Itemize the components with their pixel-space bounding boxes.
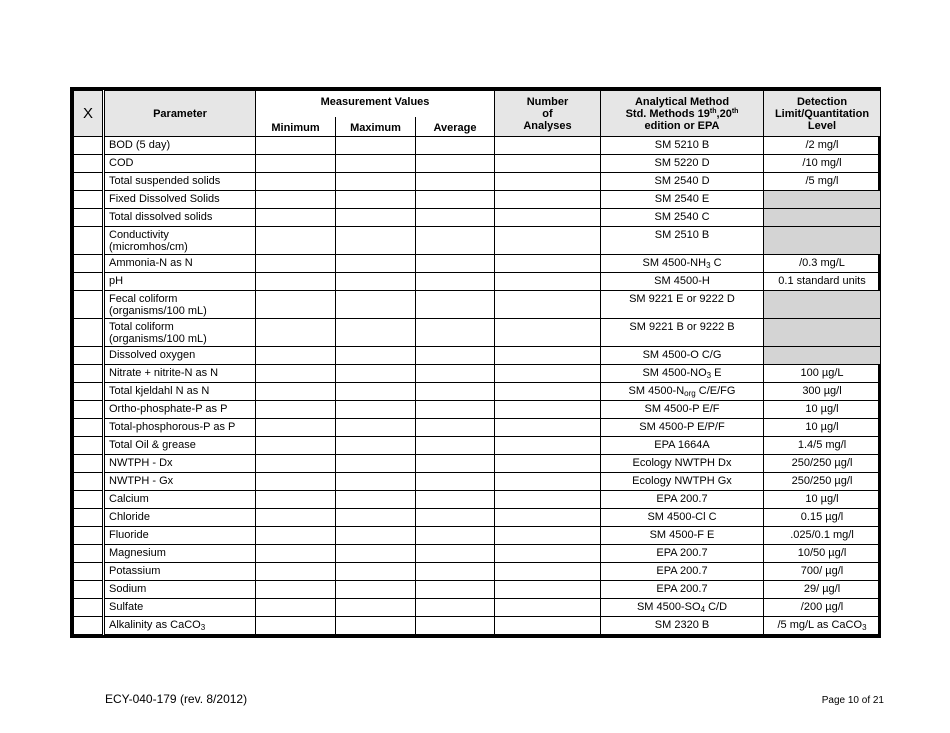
header-limit-line2: Limit/Quantitation	[774, 107, 870, 120]
x-check-cell[interactable]	[74, 137, 104, 155]
average-cell[interactable]	[416, 155, 495, 173]
parameter-cell: Alkalinity as CaCO$_3$	[104, 617, 256, 635]
x-check-cell[interactable]	[74, 365, 104, 383]
detection-limit-cell: /5 mg/L as CaCO$_3$	[764, 617, 881, 635]
number-of-analyses-cell[interactable]	[495, 455, 601, 473]
header-x: X	[74, 91, 104, 137]
detection-limit-cell: 250/250 µg/l	[764, 455, 881, 473]
minimum-cell[interactable]	[256, 491, 336, 509]
analytical-method-cell: SM 9221 B or 9222 B	[601, 319, 764, 347]
x-check-cell[interactable]	[74, 491, 104, 509]
analytical-method-cell: SM 5210 B	[601, 137, 764, 155]
parameter-cell: Calcium	[104, 491, 256, 509]
minimum-cell[interactable]	[256, 599, 336, 617]
header-detection-limit	[764, 91, 881, 137]
average-cell[interactable]	[416, 509, 495, 527]
average-cell[interactable]	[416, 137, 495, 155]
average-cell[interactable]	[416, 255, 495, 273]
parameter-cell: Total-phosphorous-P as P	[104, 419, 256, 437]
average-cell[interactable]	[416, 527, 495, 545]
maximum-cell[interactable]	[336, 319, 416, 347]
detection-limit-cell: /2 mg/l	[764, 137, 881, 155]
detection-limit-cell: /10 mg/l	[764, 155, 881, 173]
parameter-table	[73, 90, 881, 635]
number-of-analyses-cell[interactable]	[495, 273, 601, 291]
maximum-cell[interactable]	[336, 455, 416, 473]
table-row	[74, 191, 881, 209]
parameter-cell: Ammonia-N as N	[104, 255, 256, 273]
minimum-cell[interactable]	[256, 617, 336, 635]
maximum-cell[interactable]	[336, 599, 416, 617]
analytical-method-cell: SM 2540 E	[601, 191, 764, 209]
detection-limit-cell: 0.1 standard units	[764, 273, 881, 291]
header-limit-line1: Detection	[796, 95, 848, 108]
average-cell[interactable]	[416, 347, 495, 365]
average-cell[interactable]	[416, 563, 495, 581]
x-check-cell[interactable]	[74, 155, 104, 173]
average-cell[interactable]	[416, 581, 495, 599]
average-cell[interactable]	[416, 599, 495, 617]
x-check-cell[interactable]	[74, 563, 104, 581]
header-analyses-line3: Analyses	[523, 119, 572, 132]
analytical-method-cell: SM $4500-NO_3$ E	[601, 365, 764, 383]
x-check-cell[interactable]	[74, 401, 104, 419]
parameter-cell: Total Oil & grease	[104, 437, 256, 455]
average-cell[interactable]	[416, 273, 495, 291]
table-row	[74, 509, 881, 527]
maximum-cell[interactable]	[336, 173, 416, 191]
header-minimum: Minimum	[256, 117, 336, 137]
analytical-method-cell: EPA 200.7	[601, 563, 764, 581]
table-row	[74, 209, 881, 227]
detection-limit-cell: 10 µg/l	[764, 401, 881, 419]
parameter-table-body	[74, 137, 881, 635]
maximum-cell[interactable]	[336, 563, 416, 581]
detection-limit-cell: 100 µg/L	[764, 365, 881, 383]
minimum-cell[interactable]	[256, 173, 336, 191]
minimum-cell[interactable]	[256, 473, 336, 491]
minimum-cell[interactable]	[256, 437, 336, 455]
x-check-cell[interactable]	[74, 383, 104, 401]
minimum-cell[interactable]	[256, 291, 336, 319]
analytical-method-cell: SM 4500-O C/G	[601, 347, 764, 365]
minimum-cell[interactable]	[256, 563, 336, 581]
detection-limit-cell: 10 µg/l	[764, 419, 881, 437]
detection-limit-cell	[764, 227, 881, 255]
minimum-cell[interactable]	[256, 509, 336, 527]
x-check-cell[interactable]	[74, 227, 104, 255]
parameter-cell: pH	[104, 273, 256, 291]
parameter-cell: Magnesium	[104, 545, 256, 563]
detection-limit-cell: 0.15 µg/l	[764, 509, 881, 527]
average-cell[interactable]	[416, 191, 495, 209]
number-of-analyses-cell[interactable]	[495, 255, 601, 273]
header-measurement-values: Measurement Values	[256, 91, 495, 117]
parameter-cell: Chloride	[104, 509, 256, 527]
number-of-analyses-cell[interactable]	[495, 227, 601, 255]
number-of-analyses-cell[interactable]	[495, 581, 601, 599]
header-parameter: Parameter	[104, 91, 256, 137]
maximum-cell[interactable]	[336, 365, 416, 383]
maximum-cell[interactable]	[336, 527, 416, 545]
analytical-method-cell: SM 4500-H	[601, 273, 764, 291]
minimum-cell[interactable]	[256, 365, 336, 383]
maximum-cell[interactable]	[336, 209, 416, 227]
table-row	[74, 599, 881, 617]
x-check-cell[interactable]	[74, 347, 104, 365]
detection-limit-cell: 10/50 µg/l	[764, 545, 881, 563]
detection-limit-cell: .025/0.1 mg/l	[764, 527, 881, 545]
parameter-cell: Total coliform (organisms/100 mL)	[104, 319, 256, 347]
number-of-analyses-cell[interactable]	[495, 319, 601, 347]
minimum-cell[interactable]	[256, 581, 336, 599]
average-cell[interactable]	[416, 455, 495, 473]
table-row	[74, 473, 881, 491]
detection-limit-cell	[764, 191, 881, 209]
number-of-analyses-cell[interactable]	[495, 473, 601, 491]
analytical-method-cell: SM 5220 D	[601, 155, 764, 173]
analytical-method-cell: SM $4500-N_{org}$ C/E/FG	[601, 383, 764, 401]
number-of-analyses-cell[interactable]	[495, 491, 601, 509]
average-cell[interactable]	[416, 419, 495, 437]
detection-limit-cell: 300 µg/l	[764, 383, 881, 401]
minimum-cell[interactable]	[256, 455, 336, 473]
minimum-cell[interactable]	[256, 155, 336, 173]
analytical-method-cell: EPA 1664A	[601, 437, 764, 455]
analytical-method-cell: SM 4500-P E/F	[601, 401, 764, 419]
header-analyses-line2: of	[542, 107, 553, 120]
form-number: ECY-040-179 (rev. 8/2012)	[105, 692, 248, 706]
analytical-method-cell: SM 2540 D	[601, 173, 764, 191]
number-of-analyses-cell[interactable]	[495, 291, 601, 319]
number-of-analyses-cell[interactable]	[495, 599, 601, 617]
header-maximum: Maximum	[336, 117, 416, 137]
parameter-cell: Potassium	[104, 563, 256, 581]
average-cell[interactable]	[416, 401, 495, 419]
x-check-cell[interactable]	[74, 527, 104, 545]
maximum-cell[interactable]	[336, 419, 416, 437]
detection-limit-cell: 250/250 µg/l	[764, 473, 881, 491]
detection-limit-cell: 700/ µg/l	[764, 563, 881, 581]
analytical-method-cell: SM 2510 B	[601, 227, 764, 255]
parameter-cell: Fluoride	[104, 527, 256, 545]
analytical-method-cell: SM 4500-P E/P/F	[601, 419, 764, 437]
analytical-method-cell: EPA 200.7	[601, 491, 764, 509]
maximum-cell[interactable]	[336, 545, 416, 563]
parameter-cell: BOD (5 day)	[104, 137, 256, 155]
number-of-analyses-cell[interactable]	[495, 527, 601, 545]
number-of-analyses-cell[interactable]	[495, 137, 601, 155]
table-row	[74, 255, 881, 273]
parameter-cell: Sodium	[104, 581, 256, 599]
x-check-cell[interactable]	[74, 319, 104, 347]
parameter-cell: COD	[104, 155, 256, 173]
detection-limit-cell	[764, 209, 881, 227]
number-of-analyses-cell[interactable]	[495, 365, 601, 383]
table-row	[74, 273, 881, 291]
average-cell[interactable]	[416, 545, 495, 563]
analytical-method-cell: SM 2540 C	[601, 209, 764, 227]
x-check-cell[interactable]	[74, 581, 104, 599]
header-number-of-analyses	[495, 91, 601, 137]
minimum-cell[interactable]	[256, 319, 336, 347]
detection-limit-cell: 10 µg/l	[764, 491, 881, 509]
parameter-cell: Total suspended solids	[104, 173, 256, 191]
x-check-cell[interactable]	[74, 599, 104, 617]
minimum-cell[interactable]	[256, 419, 336, 437]
maximum-cell[interactable]	[336, 273, 416, 291]
header-limit-line3: Level	[807, 119, 837, 132]
page-number: Page 10 of 21	[821, 695, 884, 706]
detection-limit-cell	[764, 347, 881, 365]
average-cell[interactable]	[416, 319, 495, 347]
maximum-cell[interactable]	[336, 291, 416, 319]
detection-limit-cell: 1.4/5 mg/l	[764, 437, 881, 455]
number-of-analyses-cell[interactable]	[495, 191, 601, 209]
minimum-cell[interactable]	[256, 255, 336, 273]
table-row	[74, 581, 881, 599]
parameter-cell: NWTPH - Dx	[104, 455, 256, 473]
analytical-method-cell: Ecology NWTPH Dx	[601, 455, 764, 473]
header-analytical-method: Analytical Method Std. Methods 19th,20th edition or EPA	[601, 91, 764, 137]
analytical-method-cell: SM 4500-Cl C	[601, 509, 764, 527]
x-check-cell[interactable]	[74, 419, 104, 437]
maximum-cell[interactable]	[336, 437, 416, 455]
average-cell[interactable]	[416, 227, 495, 255]
parameter-cell: NWTPH - Gx	[104, 473, 256, 491]
x-check-cell[interactable]	[74, 437, 104, 455]
maximum-cell[interactable]	[336, 191, 416, 209]
analytical-method-cell: SM $4500-NH_3$ C	[601, 255, 764, 273]
table-row	[74, 383, 881, 401]
parameter-cell: Ortho-phosphate-P as P	[104, 401, 256, 419]
minimum-cell[interactable]	[256, 545, 336, 563]
maximum-cell[interactable]	[336, 509, 416, 527]
parameter-cell: Total kjeldahl N as N	[104, 383, 256, 401]
minimum-cell[interactable]	[256, 527, 336, 545]
x-check-cell[interactable]	[74, 473, 104, 491]
number-of-analyses-cell[interactable]	[495, 401, 601, 419]
minimum-cell[interactable]	[256, 383, 336, 401]
x-check-cell[interactable]	[74, 255, 104, 273]
detection-limit-cell: 29/ µg/l	[764, 581, 881, 599]
table-row	[74, 291, 881, 319]
analytical-method-cell: SM 9221 E or 9222 D	[601, 291, 764, 319]
table-row	[74, 227, 881, 255]
detection-limit-cell	[764, 291, 881, 319]
average-cell[interactable]	[416, 383, 495, 401]
average-cell[interactable]	[416, 291, 495, 319]
table-row	[74, 527, 881, 545]
number-of-analyses-cell[interactable]	[495, 563, 601, 581]
maximum-cell[interactable]	[336, 347, 416, 365]
number-of-analyses-cell[interactable]	[495, 437, 601, 455]
x-check-cell[interactable]	[74, 617, 104, 635]
maximum-cell[interactable]	[336, 383, 416, 401]
number-of-analyses-cell[interactable]	[495, 509, 601, 527]
table-row	[74, 319, 881, 347]
table-row	[74, 137, 881, 155]
table-row	[74, 617, 881, 635]
maximum-cell[interactable]	[336, 155, 416, 173]
parameter-table-inner-frame	[72, 89, 879, 636]
detection-limit-cell: /5 mg/l	[764, 173, 881, 191]
average-cell[interactable]	[416, 617, 495, 635]
header-average: Average	[416, 117, 495, 137]
table-row	[74, 173, 881, 191]
x-check-cell[interactable]	[74, 191, 104, 209]
parameter-cell: Fixed Dissolved Solids	[104, 191, 256, 209]
x-check-cell[interactable]	[74, 209, 104, 227]
table-row	[74, 347, 881, 365]
maximum-cell[interactable]	[336, 473, 416, 491]
x-check-cell[interactable]	[74, 545, 104, 563]
x-check-cell[interactable]	[74, 273, 104, 291]
minimum-cell[interactable]	[256, 209, 336, 227]
average-cell[interactable]	[416, 491, 495, 509]
table-row	[74, 365, 881, 383]
average-cell[interactable]	[416, 473, 495, 491]
average-cell[interactable]	[416, 437, 495, 455]
minimum-cell[interactable]	[256, 401, 336, 419]
parameter-cell: Sulfate	[104, 599, 256, 617]
table-row	[74, 437, 881, 455]
analytical-method-cell: SM 4500-F E	[601, 527, 764, 545]
parameter-cell: Dissolved oxygen	[104, 347, 256, 365]
minimum-cell[interactable]	[256, 227, 336, 255]
analytical-method-cell: Ecology NWTPH Gx	[601, 473, 764, 491]
detection-limit-cell: /200 µg/l	[764, 599, 881, 617]
analytical-method-cell: EPA 200.7	[601, 581, 764, 599]
table-row	[74, 491, 881, 509]
parameter-cell: Nitrate + nitrite-N as N	[104, 365, 256, 383]
parameter-cell: Fecal coliform (organisms/100 mL)	[104, 291, 256, 319]
detection-limit-cell: /0.3 mg/L	[764, 255, 881, 273]
table-row	[74, 455, 881, 473]
x-check-cell[interactable]	[74, 455, 104, 473]
minimum-cell[interactable]	[256, 273, 336, 291]
number-of-analyses-cell[interactable]	[495, 173, 601, 191]
table-row	[74, 155, 881, 173]
number-of-analyses-cell[interactable]	[495, 617, 601, 635]
maximum-cell[interactable]	[336, 401, 416, 419]
table-row	[74, 545, 881, 563]
maximum-cell[interactable]	[336, 255, 416, 273]
table-row	[74, 401, 881, 419]
number-of-analyses-cell[interactable]	[495, 419, 601, 437]
average-cell[interactable]	[416, 173, 495, 191]
maximum-cell[interactable]	[336, 137, 416, 155]
parameter-cell: Total dissolved solids	[104, 209, 256, 227]
minimum-cell[interactable]	[256, 347, 336, 365]
table-row	[74, 563, 881, 581]
x-check-cell[interactable]	[74, 173, 104, 191]
number-of-analyses-cell[interactable]	[495, 383, 601, 401]
analytical-method-cell: EPA 200.7	[601, 545, 764, 563]
number-of-analyses-cell[interactable]	[495, 545, 601, 563]
maximum-cell[interactable]	[336, 617, 416, 635]
maximum-cell[interactable]	[336, 227, 416, 255]
number-of-analyses-cell[interactable]	[495, 347, 601, 365]
average-cell[interactable]	[416, 365, 495, 383]
table-row	[74, 419, 881, 437]
x-check-cell[interactable]	[74, 509, 104, 527]
detection-limit-cell	[764, 319, 881, 347]
x-check-cell[interactable]	[74, 291, 104, 319]
number-of-analyses-cell[interactable]	[495, 209, 601, 227]
analytical-method-cell: SM 2320 B	[601, 617, 764, 635]
maximum-cell[interactable]	[336, 581, 416, 599]
header-analyses-line1: Number	[526, 95, 569, 108]
minimum-cell[interactable]	[256, 191, 336, 209]
analytical-method-cell: SM $4500-SO_4$ C/D	[601, 599, 764, 617]
average-cell[interactable]	[416, 209, 495, 227]
minimum-cell[interactable]	[256, 137, 336, 155]
number-of-analyses-cell[interactable]	[495, 155, 601, 173]
parameter-table-frame	[70, 87, 881, 638]
maximum-cell[interactable]	[336, 491, 416, 509]
parameter-cell: Conductivity (micromhos/cm)	[104, 227, 256, 255]
